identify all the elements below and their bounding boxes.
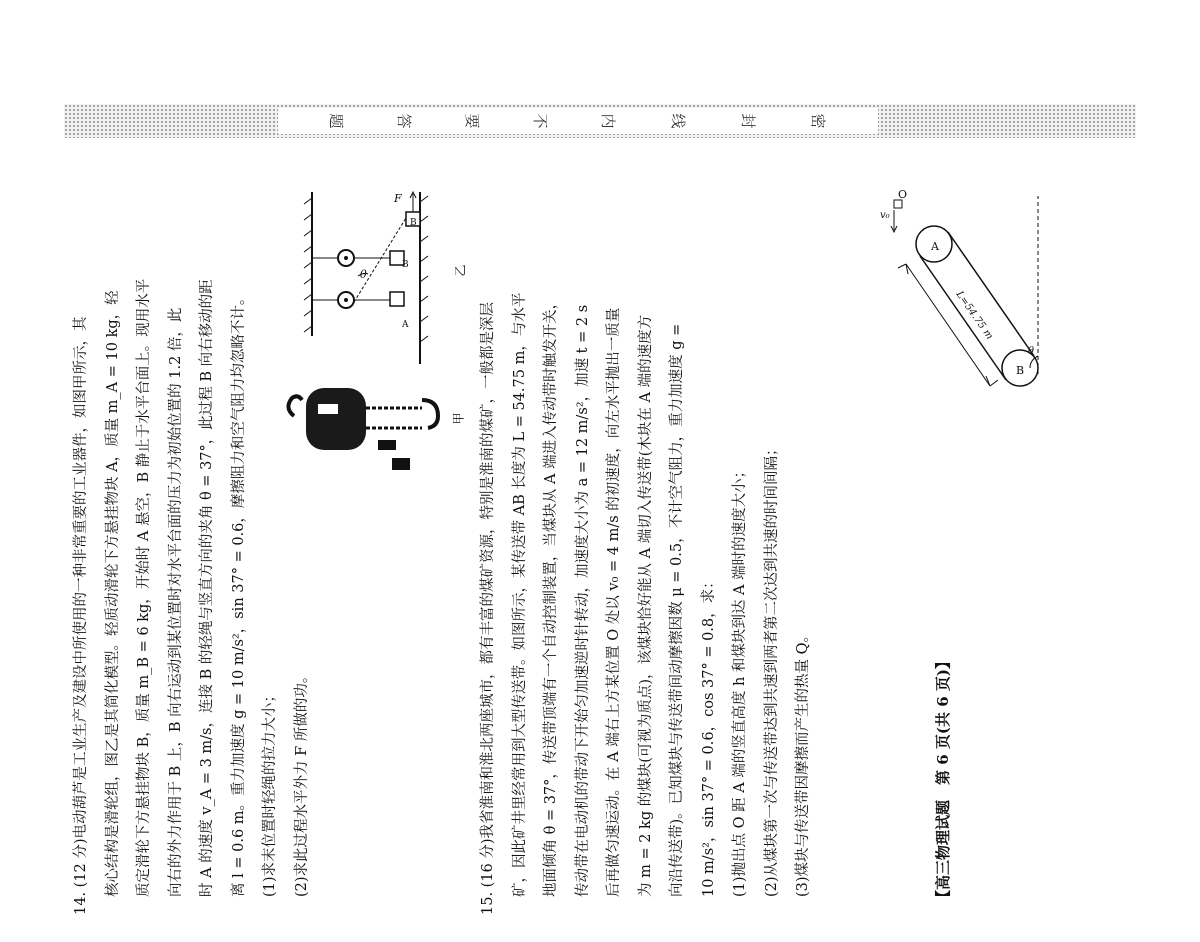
q15-line: 后再做匀速运动。在 A 端右上方某位置 O 处以 v₀ = 4 m/s 的初速度，向左水平抛出一质量 bbox=[606, 307, 622, 897]
q14-line: 离 l = 0.6 m。重力加速度 g = 10 m/s²，sin 37° = 0.6，摩擦阻力和空气阻力均忽略不计。 bbox=[230, 290, 247, 897]
q15-line: 传动带在电动机的带动下开始匀加速逆时针转动，加速度大小为 a = 12 m/s²，加速 t = 2 s bbox=[574, 304, 591, 897]
q15-subquestion: (3)煤块与传送带因摩擦而产生的热量 Q。 bbox=[795, 627, 811, 897]
q15-line: 为 m = 2 kg 的煤块(可视为质点)，该煤块恰好能从 A 端切入传送带(木块在 A 端的速度方 bbox=[637, 314, 654, 897]
binding-char: 要 bbox=[463, 113, 482, 129]
conveyor-label-v0: v₀ bbox=[880, 210, 890, 221]
binding-char: 内 bbox=[599, 113, 618, 129]
q15-subquestion: (2)从煤块第一次与传送带达到共速到两者第二次达到共速的时间间隔； bbox=[763, 441, 780, 897]
fig-yi-label-B: B bbox=[402, 260, 409, 270]
figure-conveyor-belt bbox=[878, 186, 1058, 406]
q15-line: 向沿传送带)。已知煤块与传送带间动摩擦因数 μ = 0.5，不计空气阻力，重力加速度 g = bbox=[669, 323, 685, 897]
question-14 bbox=[66, 175, 318, 915]
fig-yi-label-F: F bbox=[394, 192, 402, 205]
figure-jia-hoist bbox=[282, 380, 452, 480]
fig-yi-label-B-moved: B bbox=[410, 218, 417, 228]
binding-char: 不 bbox=[531, 113, 550, 129]
conveyor-label-length: L=54.75 m bbox=[953, 289, 995, 342]
binding-strip-text-area bbox=[278, 108, 878, 134]
binding-char: 答 bbox=[395, 113, 414, 129]
q15-line: 地面倾角 θ = 37°，传送带顶端有一个自动控制装置，当煤块从 A 端进入传动带时触发开关， bbox=[543, 294, 559, 897]
conveyor-label-A: A bbox=[931, 240, 939, 253]
binding-strip bbox=[64, 104, 1136, 138]
conveyor-diagram bbox=[878, 186, 1058, 406]
conveyor-label-O: O bbox=[898, 188, 908, 201]
conveyor-label-theta: θ bbox=[1028, 346, 1035, 357]
fig-yi-label-A: A bbox=[402, 320, 409, 330]
q15-subquestion: (1)抛出点 O 距 A 端的竖直高度 h 和煤块到达 A 端时的速度大小； bbox=[732, 463, 748, 897]
figure-jia-label: 甲 bbox=[451, 412, 466, 425]
q14-line: 向右的外力作用于 B 上，B 向右运动到某位置时对水平台面的压力为初始位置的 1.2 倍，此 bbox=[167, 307, 184, 897]
hoist-illustration bbox=[282, 380, 452, 480]
q15-line: 矿，因此矿井里经常用到大型传送带。如图所示，某传送带 AB 长度为 L = 54.75 m，与水平 bbox=[511, 292, 528, 897]
fig-yi-label-theta: θ bbox=[360, 268, 367, 281]
q14-line: 14. (12 分)电动葫芦是工业生产及建设中所使用的一种非常重要的工业器件，如图甲所示，其 bbox=[73, 316, 89, 915]
q14-line: 质定滑轮下方悬挂物块 B，质量 m_B = 6 kg，开始时 A 悬空，B 静止于水平台面上。现用水平 bbox=[136, 278, 152, 897]
conveyor-label-B: B bbox=[1016, 364, 1025, 377]
q14-subquestion: (1)求末位置时轻绳的拉力大小； bbox=[262, 687, 278, 897]
binding-char: 封 bbox=[739, 113, 758, 129]
binding-char: 线 bbox=[669, 113, 688, 129]
q15-line: 10 m/s²，sin 37° = 0.6，cos 37° = 0.8，求： bbox=[700, 574, 717, 897]
binding-char: 密 bbox=[809, 113, 828, 129]
q14-line: 核心结构是滑轮组，图乙是其简化模型。轻质动滑轮下方悬挂物块 A，质量 m_A = 10 kg，轻 bbox=[104, 290, 121, 897]
binding-char: 题 bbox=[327, 113, 346, 129]
page-footer: 【高三物理试题 第 6 页(共 6 页)】 bbox=[934, 654, 952, 905]
q14-line: 时 A 的速度 v_A = 3 m/s，连接 B 的轻绳与竖直方向的夹角 θ = 37°，此过程 B 向右移动的距 bbox=[199, 279, 215, 897]
question-15 bbox=[473, 175, 820, 915]
figure-yi-label: 乙 bbox=[453, 264, 468, 277]
q14-subquestion: (2)求此过程水平外力 F 所做的功。 bbox=[293, 668, 310, 897]
q15-line: 15. (16 分)我省淮南和淮北两座城市，都有丰富的煤矿资源，特别是淮南的煤矿，一般都是深层 bbox=[480, 301, 496, 915]
